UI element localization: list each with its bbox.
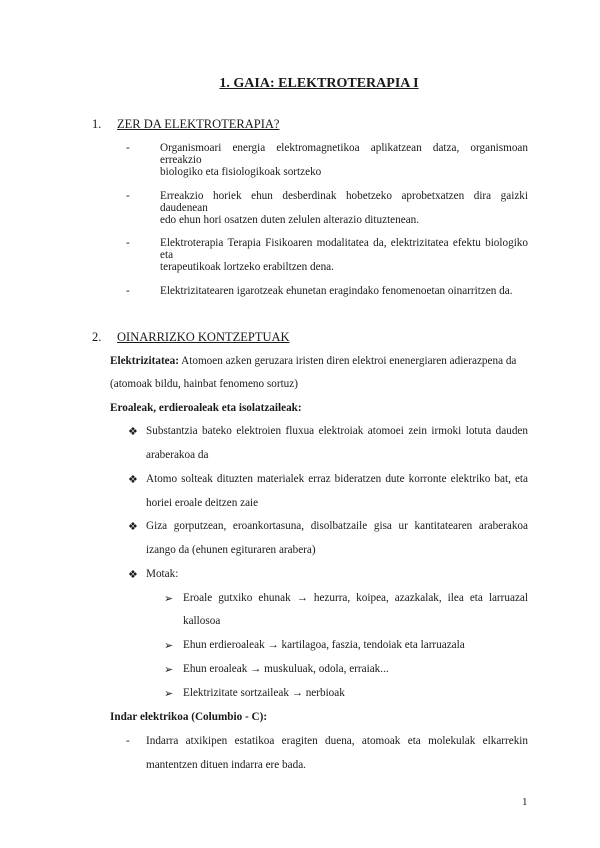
paragraph-line: Organismoari energia elektromagnetikoa aplikatzean datza, organismoan erreakzio	[160, 142, 528, 166]
section-title: ZER DA ELEKTROTERAPIA?	[117, 117, 280, 131]
paragraph-line: Elektroterapia Terapia Fisikoaren modalitatea da, elektrizitatea efektu biologiko eta	[160, 237, 528, 261]
definition-text: Atomoen azken geruzara iristen diren elektroi enenergiaren adierazpena da	[181, 355, 517, 367]
subheading-eroaleak: Eroaleak, erdieroaleak eta isolatzaileak:	[110, 402, 302, 414]
section-number: 2.	[92, 330, 102, 344]
page-number: 1	[522, 796, 528, 808]
paragraph-line: Ehun erdieroaleak → kartilagoa, faszia, tendoiak eta larruazala	[183, 639, 465, 651]
diamond-bullet-icon: ❖	[128, 521, 138, 533]
paragraph-line: Erreakzio horiek ehun desberdinak hobetzeko aprobetxatzen dira gaizki daudenean	[160, 190, 528, 214]
section-1-heading	[92, 117, 279, 132]
paragraph-line: izango da (ehunen egituraren arabera)	[146, 544, 316, 556]
section-number: 1.	[92, 117, 102, 131]
paragraph-line: terapeutikoak lortzeko erabiltzen dena.	[160, 261, 334, 273]
paragraph-line: Eroale gutxiko ehunak → hezurra, koipea, azazkalak, ilea eta larruazal	[183, 592, 528, 604]
paragraph-line: Atomo solteak dituzten materialek erraz bideratzen dute korronte elektriko bat, eta	[146, 473, 528, 485]
paragraph-line: kallosoa	[183, 615, 221, 627]
paragraph-line: Giza gorputzean, eroankortasuna, disolbatzaile gisa ur kantitatearen araberakoa	[146, 520, 528, 532]
paragraph-line: Substantzia bateko elektroien fluxua elektroiak atomoei zein irmoki lotuta dauden	[146, 425, 528, 437]
arrow-bullet-icon: ➢	[164, 688, 174, 700]
dash-bullet: -	[126, 735, 130, 747]
arrow-bullet-icon: ➢	[164, 640, 174, 652]
dash-bullet: -	[126, 285, 130, 297]
paragraph-line: Elektrizitatearen igarotzeak ehunetan eragindako fenomenoetan oinarritzen da.	[160, 285, 513, 297]
dash-bullet: -	[126, 190, 130, 202]
section-2-heading	[92, 330, 290, 345]
paragraph-line: horiei eroale deitzen zaie	[146, 497, 259, 509]
paragraph-line: mantentzen dituen indarra ere bada.	[146, 759, 306, 771]
paragraph-line: Elektrizitate sortzaileak → nerbioak	[183, 687, 345, 699]
section-title: OINARRIZKO KONTZEPTUAK	[117, 330, 290, 344]
paragraph-line: Motak:	[146, 568, 179, 580]
page-title: 1. GAIA: ELEKTROTERAPIA I	[219, 76, 419, 91]
term-elektrizitatea: Elektrizitatea:	[110, 355, 179, 367]
paragraph-line: biologiko eta fisiologikoak sortzeko	[160, 166, 322, 178]
paragraph-line: edo ehun hori osatzen duten zelulen alterazio dituztenean.	[160, 214, 420, 226]
dash-bullet: -	[126, 237, 130, 249]
paragraph-line: araberakoa da	[146, 449, 209, 461]
dash-bullet: -	[126, 142, 130, 154]
diamond-bullet-icon: ❖	[128, 426, 138, 438]
paragraph-line: Ehun eroaleak → muskuluak, odola, erraiak...	[183, 663, 389, 675]
definition-line	[110, 355, 516, 367]
diamond-bullet-icon: ❖	[128, 569, 138, 581]
paragraph-line: Indarra atxikipen estatikoa eragiten duena, atomoak eta molekulak elkarrekin	[146, 735, 528, 747]
subheading-indar-elektrikoa: Indar elektrikoa (Columbio - C):	[110, 711, 268, 723]
paragraph-line: (atomoak bildu, hainbat fenomeno sortuz)	[110, 378, 298, 390]
arrow-bullet-icon: ➢	[164, 593, 174, 605]
diamond-bullet-icon: ❖	[128, 474, 138, 486]
arrow-bullet-icon: ➢	[164, 664, 174, 676]
